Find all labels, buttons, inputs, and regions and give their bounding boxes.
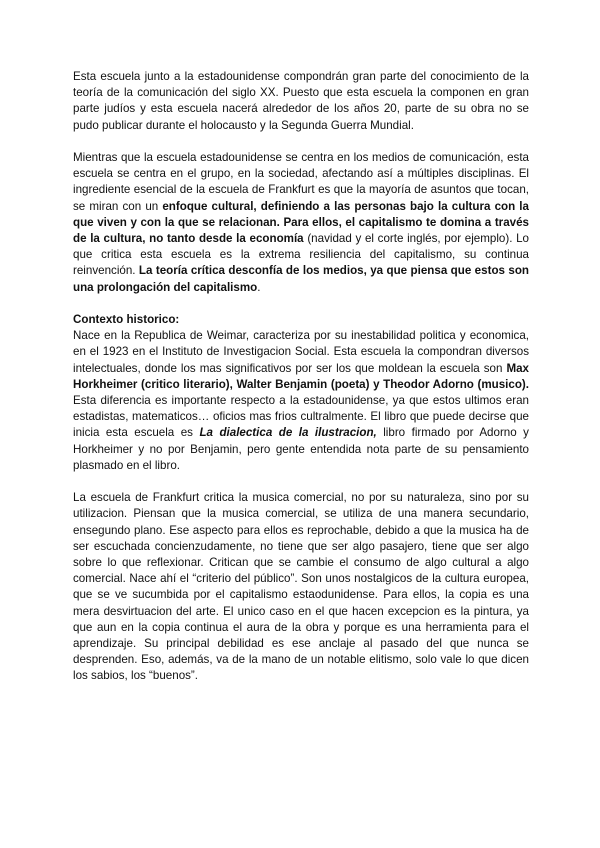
section-heading: Contexto historico: bbox=[73, 313, 180, 327]
text-run: Mientras que la escuela estadounidense se centra en los medios de comunicación, esta escuela se centra en el grupo, en la sociedad, afectando así a múltiples disciplinas. El ingrediente esencial de la escuela de Frankfurt es que la mayoría de asuntos que tocan, se miran con un bbox=[73, 151, 529, 213]
document-page bbox=[73, 69, 529, 701]
text-run: Nace en la Republica de Weimar, caracteriza por su inestabilidad politica y economica, en el 1923 en el Instituto de Investigacion Social. Esta escuela la compondran diversos intelectuales, donde los mas significativos por ser los que moldean la escuela son bbox=[73, 329, 529, 375]
text-run: Esta escuela junto a la estadounidense compondrán gran parte del conocimiento de la teoría de la comunicación del siglo XX. Puesto que esta escuela la componen en gran parte judíos y esta escuela nacerá alrededor de los años 20, parte de su obra no se pudo publicar durante el holocausto y la Segunda Guerra Mundial. bbox=[73, 70, 529, 132]
bold-text-run: La teoría crítica desconfía de los medios, ya que piensa que estos son una prolongación del capitalismo bbox=[73, 264, 529, 294]
text-run: Esta diferencia es importante respecto a la estadounidense, ya que estos ultimos eran estadistas, matematicos… oficios mas frios cultralmente. El libro que puede decirse que inicia esta escuela es bbox=[73, 394, 529, 440]
text-run: La escuela de Frankfurt critica la musica comercial, no por su naturaleza, sino por su utilizacion. Piensan que la musica comercial, se utiliza de una manera secundario, ensegundo plano. Ese aspecto para ellos es reprochable, debido a que la musica ha de ser escuchada concienzudamente, no tiene que ser algo pasajero, tiene que ser algo sobre lo que reflexionar. Critican que se cambie el consumo de algo cultural a algo comercial. Nace ahí el “criterio del público”. Son unos nostalgicos de la cultura europea, que se ve sucumbida por el capitalismo estaodunidense. Para ellos, la copia es una mera desvirtuacion del arte. El unico caso en el que hacen excepcion es la pintura, ya que aun en la copia continua el aura de la obra y porque es una herramienta para el aprendizaje. Su principal debilidad es ese anclaje al pasado del que nunca se desprenden. Eso, además, va de la mano de un notable elitismo, solo vale lo que dicen los sabios, los “buenos”. bbox=[73, 491, 529, 683]
bold-italic-text-run: La dialectica de la ilustracion, bbox=[199, 426, 377, 440]
paragraph-intro bbox=[73, 69, 529, 134]
paragraph-frankfurt-vs-us bbox=[73, 150, 529, 296]
text-run: . bbox=[257, 280, 261, 294]
text-run: libro firmado por Adorno y Horkheimer y no por Benjamin, pero gente entendida nota parte de su pensamiento plasmado en el libro. bbox=[73, 426, 529, 472]
paragraph-commercial-music bbox=[73, 490, 529, 684]
bold-text-run: enfoque cultural, definiendo a las personas bajo la cultura con la que viven y con la que se relacionan. Para ellos, el capitalismo te domina a través de la cultura, no tanto desde la economía bbox=[73, 199, 529, 246]
bold-text-run: Max Horkheimer (critico literario), Walter Benjamin (poeta) y Theodor Adorno (musico). bbox=[73, 361, 529, 391]
text-run: (navidad y el corte inglés, por ejemplo). Lo que critica esta escuela es la extrema resiliencia del capitalismo, su continua reinvención. bbox=[73, 232, 530, 278]
paragraph-historical-context bbox=[73, 328, 529, 474]
